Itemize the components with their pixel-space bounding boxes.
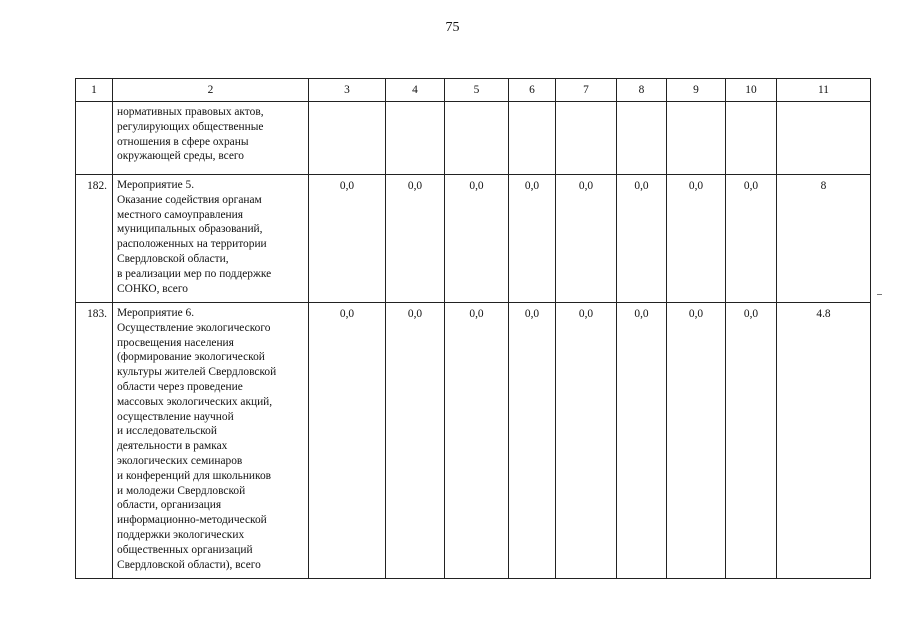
value-cell [777,102,871,175]
page-number: 75 [445,20,460,35]
description-line: общественных организаций [117,543,253,556]
column-header-row [76,79,871,102]
description-line: осуществление научной [117,410,234,423]
row-number: 183. [76,303,113,579]
description-line: (формирование экологической [117,351,265,364]
value-cell [445,102,509,175]
description-line: экологических семинаров [117,454,243,467]
value-cell [556,102,617,175]
value-cell: 0,0 [445,175,509,303]
description-line: нормативных правовых актов, [117,106,264,118]
row-number [76,102,113,175]
table-row [76,303,871,579]
description-line: окружающей среды, всего [117,150,244,163]
description-line: СОНКО, всего [117,282,188,295]
description-line: поддержки экологических [117,528,245,541]
description-line: просвещения населения [117,336,234,349]
column-header: 9 [667,79,726,102]
description-line: Свердловской области, [117,252,229,265]
value-cell [617,102,667,175]
value-cell: 0,0 [509,175,556,303]
value-cell: 0,0 [309,303,386,579]
margin-mark [877,294,882,295]
description-line: Свердловской области), всего [117,558,261,571]
description-line: в реализации мер по поддержке [117,267,272,280]
value-cell: 0,0 [667,303,726,579]
row-description [113,102,309,175]
description-line: культуры жителей Свердловской [117,366,277,379]
description-line: регулирующих общественные [117,120,264,133]
description-line: и конференций для школьников [117,469,272,482]
value-cell [509,102,556,175]
table-row [76,175,871,303]
description-line: и молодежи Свердловской [117,484,246,497]
value-cell: 0,0 [386,303,445,579]
value-cell: 0,0 [556,175,617,303]
value-cell: 4.8 [777,303,871,579]
value-cell: 8 [777,175,871,303]
description-line: информационно-методической [117,514,267,527]
column-header: 3 [309,79,386,102]
column-header: 4 [386,79,445,102]
column-header: 5 [445,79,509,102]
value-cell: 0,0 [726,175,777,303]
column-header: 6 [509,79,556,102]
description-line: отношения в сфере охраны [117,135,249,148]
column-header: 1 [76,79,113,102]
description-line: и исследовательской [117,425,217,438]
description-line: Мероприятие 6. [117,307,195,319]
description-line: муниципальных образований, [117,223,263,236]
value-cell: 0,0 [509,303,556,579]
column-header: 10 [726,79,777,102]
column-header: 8 [617,79,667,102]
value-cell [726,102,777,175]
table-row [76,102,871,175]
description-line: Оказание содействия органам [117,193,262,206]
value-cell: 0,0 [386,175,445,303]
description-line: Осуществление экологического [117,321,271,334]
description-line: области, организация [117,499,222,512]
column-header: 2 [113,79,309,102]
row-description [113,175,309,303]
value-cell [386,102,445,175]
data-table [75,78,871,579]
column-header: 11 [777,79,871,102]
description-line: массовых экологических акций, [117,395,273,408]
row-number: 182. [76,175,113,303]
column-header: 7 [556,79,617,102]
value-cell: 0,0 [309,175,386,303]
value-cell: 0,0 [556,303,617,579]
value-cell: 0,0 [445,303,509,579]
description-line: области через проведение [117,380,243,393]
row-description [113,303,309,579]
value-cell: 0,0 [667,175,726,303]
value-cell: 0,0 [726,303,777,579]
description-line: Мероприятие 5. [117,179,195,191]
description-line: местного самоуправления [117,208,243,221]
value-cell: 0,0 [617,303,667,579]
description-line: деятельности в рамках [117,440,228,453]
value-cell [309,102,386,175]
description-line: расположенных на территории [117,238,267,251]
value-cell [667,102,726,175]
value-cell: 0,0 [617,175,667,303]
